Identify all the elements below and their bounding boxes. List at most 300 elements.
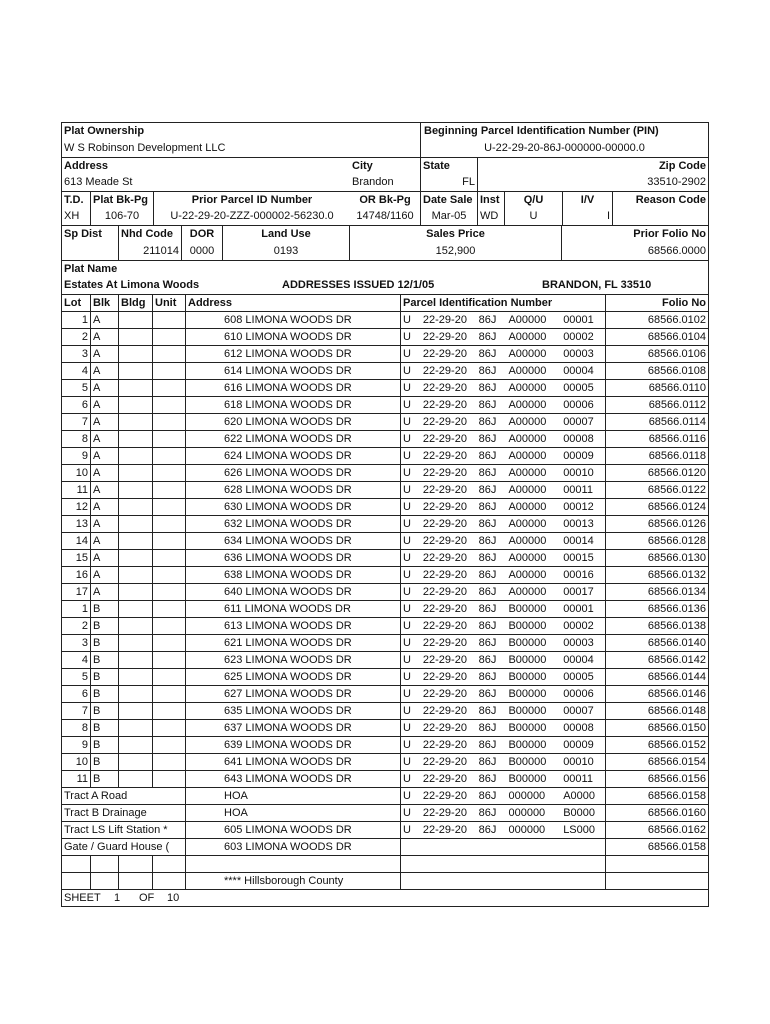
pin-u: U — [403, 433, 411, 445]
parcel-id — [400, 515, 605, 532]
unit — [152, 617, 185, 634]
td-label: T.D. — [64, 194, 84, 206]
lot-row — [62, 617, 708, 634]
pin-u: U — [403, 467, 411, 479]
lot-number: 1 — [62, 311, 90, 328]
lot-row — [62, 515, 708, 532]
unit — [152, 566, 185, 583]
pin-lot: B0000 — [563, 807, 595, 819]
qu-value: U — [504, 208, 562, 225]
bldg — [118, 481, 152, 498]
reason-code-value — [612, 208, 708, 225]
unit — [152, 532, 185, 549]
bldg — [118, 736, 152, 753]
city-value: Brandon — [352, 176, 394, 188]
nhd-code-label: Nhd Code — [118, 226, 181, 243]
address: 626 LIMONA WOODS DR — [185, 464, 400, 481]
lot-row — [62, 481, 708, 498]
pin-str: 22-29-20 — [422, 331, 467, 343]
folio-number: 68566.0128 — [605, 532, 708, 549]
prior-folio-value: 68566.0000 — [561, 243, 708, 260]
block: B — [90, 770, 118, 787]
plat-name-row — [62, 260, 708, 277]
pin-block: B00000 — [508, 705, 547, 717]
lot-row — [62, 600, 708, 617]
parcel-id — [400, 702, 605, 719]
pin-block: A00000 — [508, 433, 547, 445]
parcel-id — [400, 821, 605, 838]
lot-row — [62, 566, 708, 583]
lot-number: 7 — [62, 702, 90, 719]
pin-str: 22-29-20 — [422, 705, 467, 717]
pin-block — [508, 839, 563, 855]
header-row-5 — [62, 191, 708, 208]
address: 622 LIMONA WOODS DR — [185, 430, 400, 447]
unit — [152, 464, 185, 481]
pin-block: A00000 — [508, 450, 547, 462]
plat-name-label: Plat Name — [64, 263, 118, 275]
address: 620 LIMONA WOODS DR — [185, 413, 400, 430]
tract-name: Tract LS Lift Station * — [62, 821, 185, 838]
pin-lot — [563, 839, 603, 855]
lot-number: 2 — [62, 328, 90, 345]
pin-lot: 00003 — [563, 637, 594, 649]
lot-row — [62, 430, 708, 447]
sheet-label: SHEET — [64, 892, 101, 904]
parcel-id — [400, 413, 605, 430]
pin-block: 000000 — [508, 824, 546, 836]
address: 628 LIMONA WOODS DR — [185, 481, 400, 498]
pin-block: A00000 — [508, 484, 547, 496]
plat-sheet — [61, 122, 709, 907]
lot-number: 14 — [62, 532, 90, 549]
pin-lot: LS000 — [563, 824, 595, 836]
pin-sub: 86J — [478, 807, 497, 819]
address: 641 LIMONA WOODS DR — [185, 753, 400, 770]
bldg — [118, 583, 152, 600]
pin-str: 22-29-20 — [422, 773, 467, 785]
pin-sub: 86J — [478, 586, 497, 598]
parcel-id — [400, 464, 605, 481]
bldg — [118, 770, 152, 787]
iv-value: I — [562, 208, 612, 225]
pin-block: A00000 — [508, 518, 547, 530]
pin-sub: 86J — [478, 314, 497, 326]
pin-block: A00000 — [508, 586, 547, 598]
lot-row — [62, 379, 708, 396]
pin-u: U — [403, 314, 411, 326]
sp-dist-value — [62, 243, 118, 260]
pin-sub: 86J — [478, 348, 497, 360]
unit — [152, 481, 185, 498]
pin-u: U — [403, 705, 411, 717]
unit — [152, 736, 185, 753]
pin-lot: 00001 — [563, 603, 594, 615]
pin-u: U — [403, 501, 411, 513]
bldg — [118, 515, 152, 532]
address: 608 LIMONA WOODS DR — [185, 311, 400, 328]
tract-row — [62, 821, 708, 838]
of-label: OF — [139, 892, 155, 904]
block: B — [90, 753, 118, 770]
date-sale-label: Date Sale — [420, 192, 477, 208]
parcel-id — [400, 345, 605, 362]
parcel-id — [400, 838, 605, 855]
lot-row — [62, 549, 708, 566]
lot-number: 3 — [62, 345, 90, 362]
lot-row — [62, 464, 708, 481]
header-row-2 — [62, 140, 708, 157]
pin-u: U — [403, 552, 411, 564]
bldg — [118, 430, 152, 447]
pin-sub: 86J — [478, 654, 497, 666]
unit — [152, 549, 185, 566]
pin-lot: 00006 — [563, 399, 594, 411]
col-address: Address — [185, 295, 400, 311]
block: A — [90, 498, 118, 515]
pin-lot: 00004 — [563, 365, 594, 377]
folio-number: 68566.0134 — [605, 583, 708, 600]
pin-lot: 00015 — [563, 552, 594, 564]
pin-block: A00000 — [508, 416, 547, 428]
address: 614 LIMONA WOODS DR — [185, 362, 400, 379]
folio-number: 68566.0130 — [605, 549, 708, 566]
pin-lot: 00004 — [563, 654, 594, 666]
pin-lot: 00011 — [563, 484, 593, 496]
parcel-id — [400, 311, 605, 328]
pin-lot: A0000 — [563, 790, 595, 802]
lot-number: 6 — [62, 685, 90, 702]
lot-row — [62, 413, 708, 430]
pin-lot: 00005 — [563, 671, 594, 683]
pin-lot: 00002 — [563, 620, 594, 632]
lot-number: 13 — [62, 515, 90, 532]
lot-row — [62, 345, 708, 362]
pin-lot: 00017 — [563, 586, 594, 598]
lot-row — [62, 719, 708, 736]
lot-number: 15 — [62, 549, 90, 566]
bldg — [118, 719, 152, 736]
parcel-id — [400, 600, 605, 617]
state-label: State — [420, 158, 477, 174]
address-value: 613 Meade St — [64, 176, 133, 188]
folio-number: 68566.0114 — [605, 413, 708, 430]
pin-lot: 00008 — [563, 722, 594, 734]
pin-u: U — [403, 773, 411, 785]
pin-block: B00000 — [508, 739, 547, 751]
parcel-id — [400, 379, 605, 396]
lot-number: 8 — [62, 719, 90, 736]
pin-str: 22-29-20 — [422, 807, 467, 819]
lot-number: 8 — [62, 430, 90, 447]
block: B — [90, 719, 118, 736]
address: 621 LIMONA WOODS DR — [185, 634, 400, 651]
lot-row — [62, 328, 708, 345]
plat-ownership-label: Plat Ownership — [64, 125, 145, 137]
pin-u: U — [403, 586, 411, 598]
pin-lot: 00009 — [563, 739, 594, 751]
pin-sub: 86J — [478, 637, 497, 649]
dor-value: 0000 — [181, 243, 222, 260]
bldg — [118, 413, 152, 430]
unit — [152, 583, 185, 600]
pin-block: A00000 — [508, 467, 547, 479]
pin-str: 22-29-20 — [422, 739, 467, 751]
address: 638 LIMONA WOODS DR — [185, 566, 400, 583]
pin-sub — [479, 839, 509, 855]
tract-name: Tract A Road — [62, 787, 185, 804]
pin-str — [423, 839, 479, 855]
beginning-pin-value: U-22-29-20-86J-000000-00000.0 — [420, 140, 708, 157]
pin-block: B00000 — [508, 654, 547, 666]
inst-label: Inst — [477, 192, 504, 208]
pin-sub: 86J — [478, 331, 497, 343]
folio-number: 68566.0156 — [605, 770, 708, 787]
address: 613 LIMONA WOODS DR — [185, 617, 400, 634]
pin-str: 22-29-20 — [422, 722, 467, 734]
block: A — [90, 379, 118, 396]
pin-sub: 86J — [478, 756, 497, 768]
pin-u: U — [403, 535, 411, 547]
lot-number: 16 — [62, 566, 90, 583]
parcel-id — [400, 430, 605, 447]
pin-sub: 86J — [478, 450, 497, 462]
pin-str: 22-29-20 — [422, 518, 467, 530]
address: 618 LIMONA WOODS DR — [185, 396, 400, 413]
parcel-id — [400, 481, 605, 498]
pin-block: A00000 — [508, 501, 547, 513]
lot-number: 12 — [62, 498, 90, 515]
inst-value: WD — [477, 208, 504, 225]
lot-row — [62, 753, 708, 770]
county-note-row — [62, 872, 708, 889]
address: 630 LIMONA WOODS DR — [185, 498, 400, 515]
sheet-total: 10 — [167, 892, 180, 904]
header-row-4 — [62, 174, 708, 191]
folio-number: 68566.0158 — [605, 787, 708, 804]
folio-number: 68566.0102 — [605, 311, 708, 328]
folio-number: 68566.0132 — [605, 566, 708, 583]
pin-sub: 86J — [478, 535, 497, 547]
folio-number: 68566.0116 — [605, 430, 708, 447]
bldg — [118, 600, 152, 617]
parcel-id — [400, 685, 605, 702]
folio-number: 68566.0112 — [605, 396, 708, 413]
sheet-footer — [62, 889, 708, 906]
bldg — [118, 634, 152, 651]
folio-number: 68566.0138 — [605, 617, 708, 634]
block: B — [90, 702, 118, 719]
bldg — [118, 549, 152, 566]
pin-lot: 00010 — [563, 756, 594, 768]
folio-number: 68566.0124 — [605, 498, 708, 515]
block: A — [90, 311, 118, 328]
pin-str: 22-29-20 — [422, 365, 467, 377]
pin-u: U — [403, 807, 411, 819]
pin-block: A00000 — [508, 535, 547, 547]
unit — [152, 600, 185, 617]
unit — [152, 753, 185, 770]
lot-row — [62, 770, 708, 787]
address: 625 LIMONA WOODS DR — [185, 668, 400, 685]
lot-row — [62, 396, 708, 413]
bldg — [118, 668, 152, 685]
pin-lot: 00002 — [563, 331, 594, 343]
pin-str: 22-29-20 — [422, 790, 467, 802]
pin-sub: 86J — [478, 518, 497, 530]
sales-price-label: Sales Price — [349, 226, 561, 243]
pin-sub: 86J — [478, 552, 497, 564]
pin-sub: 86J — [478, 790, 497, 802]
address: 634 LIMONA WOODS DR — [185, 532, 400, 549]
pin-sub: 86J — [478, 705, 497, 717]
sales-price-value: 152,900 — [349, 243, 561, 260]
pin-block: A00000 — [508, 331, 547, 343]
pin-sub: 86J — [478, 501, 497, 513]
or-bkpg-label: OR Bk-Pg — [359, 194, 411, 206]
bldg — [118, 396, 152, 413]
date-sale-value: Mar-05 — [420, 208, 477, 225]
td-value: XH — [64, 210, 80, 222]
folio-number: 68566.0120 — [605, 464, 708, 481]
nhd-code-value: 211014 — [118, 243, 181, 260]
bldg — [118, 753, 152, 770]
pin-str: 22-29-20 — [422, 688, 467, 700]
bldg — [118, 362, 152, 379]
pin-str: 22-29-20 — [422, 637, 467, 649]
header-row-8 — [62, 243, 708, 260]
address: 643 LIMONA WOODS DR — [185, 770, 400, 787]
address: 637 LIMONA WOODS DR — [185, 719, 400, 736]
block: A — [90, 481, 118, 498]
pin-str: 22-29-20 — [422, 654, 467, 666]
folio-number: 68566.0140 — [605, 634, 708, 651]
qu-label: Q/U — [504, 192, 562, 208]
pin-u: U — [403, 399, 411, 411]
unit — [152, 719, 185, 736]
pin-u: U — [403, 365, 411, 377]
pin-lot: 00016 — [563, 569, 594, 581]
bldg — [118, 702, 152, 719]
parcel-id — [400, 566, 605, 583]
lot-number: 7 — [62, 413, 90, 430]
lot-number: 4 — [62, 362, 90, 379]
pin-sub: 86J — [478, 484, 497, 496]
tract-table-body — [62, 787, 708, 855]
county-note: **** Hillsborough County — [185, 872, 400, 889]
lot-number: 3 — [62, 634, 90, 651]
parcel-id — [400, 498, 605, 515]
pin-u: U — [403, 637, 411, 649]
unit — [152, 396, 185, 413]
address: 611 LIMONA WOODS DR — [185, 600, 400, 617]
pin-u: U — [403, 654, 411, 666]
header-row-1 — [62, 123, 708, 140]
unit — [152, 498, 185, 515]
tract-address: HOA — [185, 804, 400, 821]
col-unit: Unit — [152, 295, 185, 311]
zip-label: Zip Code — [477, 158, 708, 174]
pin-str: 22-29-20 — [422, 314, 467, 326]
lot-row — [62, 668, 708, 685]
tract-address: 603 LIMONA WOODS DR — [185, 838, 400, 855]
city-state-zip: BRANDON, FL 33510 — [542, 279, 652, 291]
land-use-value: 0193 — [222, 243, 349, 260]
parcel-id — [400, 447, 605, 464]
pin-str: 22-29-20 — [422, 399, 467, 411]
pin-lot: 00003 — [563, 348, 594, 360]
pin-u: U — [403, 620, 411, 632]
tract-name: Gate / Guard House ( — [62, 838, 185, 855]
col-bldg: Bldg — [118, 295, 152, 311]
sp-dist-label: Sp Dist — [64, 228, 102, 240]
pin-lot: 00013 — [563, 518, 594, 530]
address: 616 LIMONA WOODS DR — [185, 379, 400, 396]
address: 623 LIMONA WOODS DR — [185, 651, 400, 668]
parcel-id — [400, 396, 605, 413]
address: 640 LIMONA WOODS DR — [185, 583, 400, 600]
lot-number: 11 — [62, 770, 90, 787]
bldg — [118, 311, 152, 328]
lot-number: 5 — [62, 379, 90, 396]
pin-lot: 00006 — [563, 688, 594, 700]
tract-row — [62, 838, 708, 855]
pin-str: 22-29-20 — [422, 382, 467, 394]
lot-number: 6 — [62, 396, 90, 413]
pin-sub: 86J — [478, 433, 497, 445]
lot-number: 11 — [62, 481, 90, 498]
prior-parcel-label: Prior Parcel ID Number — [153, 192, 350, 208]
address: 639 LIMONA WOODS DR — [185, 736, 400, 753]
pin-lot: 00014 — [563, 535, 594, 547]
pin-sub: 86J — [478, 399, 497, 411]
folio-number: 68566.0122 — [605, 481, 708, 498]
parcel-id — [400, 651, 605, 668]
pin-sub: 86J — [478, 365, 497, 377]
pin-str: 22-29-20 — [422, 569, 467, 581]
bldg — [118, 685, 152, 702]
pin-str: 22-29-20 — [422, 484, 467, 496]
parcel-id — [400, 719, 605, 736]
block: A — [90, 345, 118, 362]
pin-u: U — [403, 348, 411, 360]
header-row-3 — [62, 157, 708, 174]
pin-block: A00000 — [508, 569, 547, 581]
pin-sub: 86J — [478, 688, 497, 700]
addresses-issued: ADDRESSES ISSUED 12/1/05 — [282, 279, 435, 291]
pin-sub: 86J — [478, 671, 497, 683]
pin-lot: 00007 — [563, 416, 594, 428]
tract-row — [62, 787, 708, 804]
pin-u: U — [403, 450, 411, 462]
parcel-id — [400, 549, 605, 566]
iv-label: I/V — [562, 192, 612, 208]
address: 610 LIMONA WOODS DR — [185, 328, 400, 345]
pin-sub: 86J — [478, 382, 497, 394]
pin-sub: 86J — [478, 824, 497, 836]
lot-number: 1 — [62, 600, 90, 617]
block: A — [90, 413, 118, 430]
pin-block: A00000 — [508, 314, 547, 326]
block: A — [90, 464, 118, 481]
pin-lot: 00009 — [563, 450, 594, 462]
parcel-id — [400, 787, 605, 804]
pin-block: B00000 — [508, 688, 547, 700]
plat-bkpg-label: Plat Bk-Pg — [90, 192, 153, 208]
folio-number: 68566.0144 — [605, 668, 708, 685]
pin-block: B00000 — [508, 773, 547, 785]
lot-row — [62, 311, 708, 328]
